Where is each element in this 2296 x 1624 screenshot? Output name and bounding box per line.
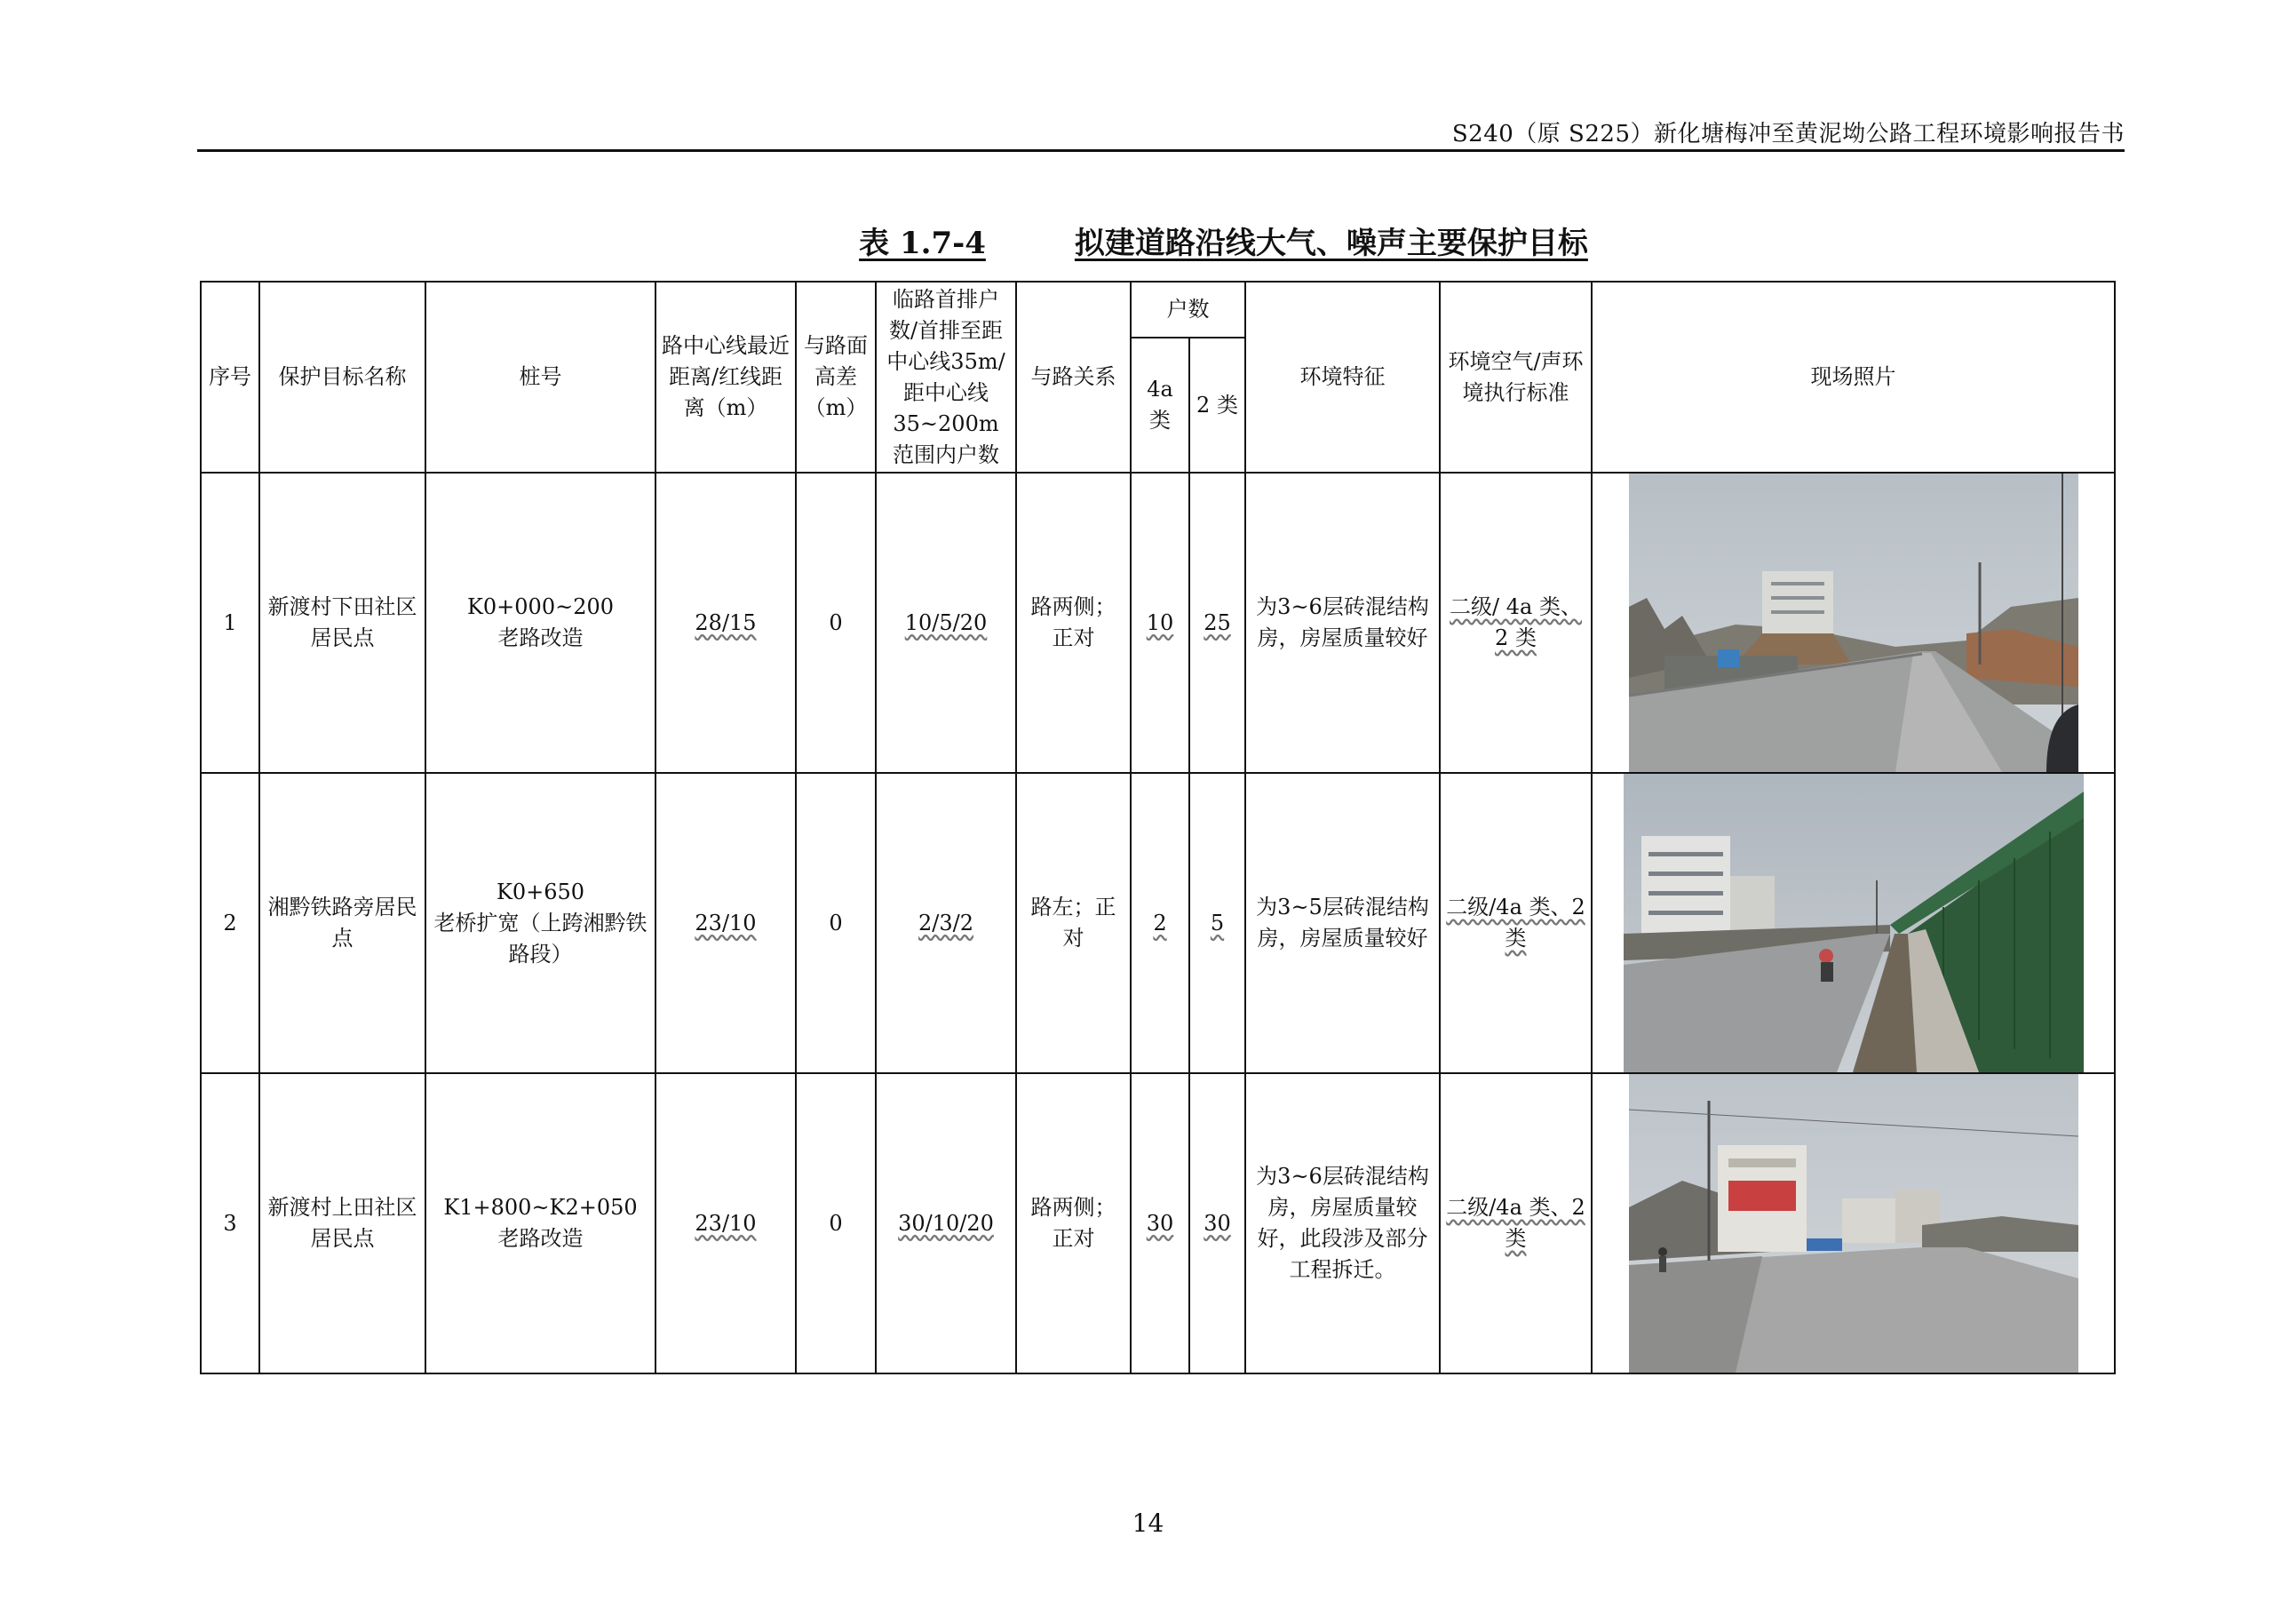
row-photo-cell xyxy=(1592,773,2115,1073)
row-stake xyxy=(425,473,655,773)
row-relation: 路左；正对 xyxy=(1016,773,1131,1073)
row-stake-note: 老桥扩宽（上跨湘黔铁路段） xyxy=(433,910,647,967)
col-households-header: 户数 xyxy=(1131,282,1245,338)
table-row xyxy=(201,473,2115,773)
row-households-range-value: 30/10/20 xyxy=(898,1210,994,1236)
col-height-header: 与路面高差（m） xyxy=(796,282,876,473)
table-title: 拟建道路沿线大气、噪声主要保护目标 xyxy=(1074,226,1588,261)
row-4a-value: 10 xyxy=(1146,609,1174,635)
site-photo xyxy=(1629,1074,2078,1373)
row-distance-value: 28/15 xyxy=(695,609,757,635)
row-2-value: 5 xyxy=(1210,910,1225,935)
protection-targets-table xyxy=(200,281,2116,1374)
col-relation-header: 与路关系 xyxy=(1016,282,1131,473)
col-standard-header: 环境空气/声环境执行标准 xyxy=(1440,282,1592,473)
col-stake-header: 桩号 xyxy=(425,282,655,473)
row-distance-value: 23/10 xyxy=(695,1210,757,1236)
table-row xyxy=(201,1073,2115,1373)
header-divider xyxy=(197,149,2125,152)
row-stake-value: K0+650 xyxy=(496,879,585,904)
row-env: 为3~6层砖混结构房，房屋质量较好，此段涉及部分工程拆迁。 xyxy=(1245,1073,1440,1373)
row-distance xyxy=(655,1073,796,1373)
row-2-value: 25 xyxy=(1204,609,1231,635)
col-seq-header: 序号 xyxy=(201,282,259,473)
row-4a xyxy=(1131,773,1189,1073)
row-relation: 路两侧；正对 xyxy=(1016,1073,1131,1373)
row-standard-value: 二级/4a 类、2 类 xyxy=(1446,1195,1585,1251)
row-standard xyxy=(1440,473,1592,773)
row-4a xyxy=(1131,1073,1189,1373)
row-standard-value: 二级/4a 类、2 类 xyxy=(1446,895,1585,951)
row-target: 湘黔铁路旁居民点 xyxy=(259,773,425,1073)
site-photo xyxy=(1629,474,2078,772)
row-height: 0 xyxy=(796,1073,876,1373)
row-height: 0 xyxy=(796,773,876,1073)
row-standard-value: 二级/ 4a 类、2 类 xyxy=(1450,594,1582,650)
row-4a-value: 30 xyxy=(1146,1210,1174,1236)
row-households-range xyxy=(876,473,1016,773)
col-4a-header: 4a 类 xyxy=(1131,338,1189,473)
row-photo-cell xyxy=(1592,1073,2115,1373)
row-stake-value: K0+000~200 xyxy=(466,594,615,619)
row-stake xyxy=(425,1073,655,1373)
col-distance-header: 路中心线最近距离/红线距离（m） xyxy=(655,282,796,473)
table-row xyxy=(201,773,2115,1073)
site-photo xyxy=(1624,774,2084,1072)
row-seq: 1 xyxy=(201,473,259,773)
col-2-header: 2 类 xyxy=(1189,338,1245,473)
col-photo-header: 现场照片 xyxy=(1592,282,2115,473)
row-distance-value: 23/10 xyxy=(695,910,757,935)
row-stake xyxy=(425,773,655,1073)
col-env-header: 环境特征 xyxy=(1245,282,1440,473)
row-2 xyxy=(1189,1073,1245,1373)
row-households-range xyxy=(876,773,1016,1073)
row-distance xyxy=(655,773,796,1073)
row-standard xyxy=(1440,1073,1592,1373)
row-4a-value: 2 xyxy=(1153,910,1167,935)
row-seq: 2 xyxy=(201,773,259,1073)
row-2 xyxy=(1189,773,1245,1073)
row-2-value: 30 xyxy=(1204,1210,1231,1236)
row-2 xyxy=(1189,473,1245,773)
row-target: 新渡村下田社区居民点 xyxy=(259,473,425,773)
page-number: 14 xyxy=(1132,1509,1164,1538)
row-stake-note: 老路改造 xyxy=(497,1226,584,1251)
row-4a xyxy=(1131,473,1189,773)
row-relation: 路两侧；正对 xyxy=(1016,473,1131,773)
row-env: 为3~5层砖混结构房，房屋质量较好 xyxy=(1245,773,1440,1073)
table-number: 表 1.7-4 xyxy=(859,226,986,261)
row-target: 新渡村上田社区居民点 xyxy=(259,1073,425,1373)
col-households-range-header: 临路首排户数/首排至距中心线35m/距中心线35~200m 范围内户数 xyxy=(876,282,1016,473)
document-header: S240（原 S225）新化塘梅冲至黄泥坳公路工程环境影响报告书 xyxy=(1451,121,2125,147)
row-stake-note: 老路改造 xyxy=(497,625,584,650)
row-households-range xyxy=(876,1073,1016,1373)
row-households-range-value: 2/3/2 xyxy=(918,910,973,935)
row-standard xyxy=(1440,773,1592,1073)
row-height: 0 xyxy=(796,473,876,773)
col-target-header: 保护目标名称 xyxy=(259,282,425,473)
table-caption xyxy=(0,219,2296,262)
row-env: 为3~6层砖混结构房，房屋质量较好 xyxy=(1245,473,1440,773)
row-distance xyxy=(655,473,796,773)
row-seq: 3 xyxy=(201,1073,259,1373)
row-photo-cell xyxy=(1592,473,2115,773)
row-households-range-value: 10/5/20 xyxy=(904,609,988,635)
row-stake-value: K1+800~K2+050 xyxy=(443,1195,638,1220)
header-row xyxy=(201,282,2115,338)
